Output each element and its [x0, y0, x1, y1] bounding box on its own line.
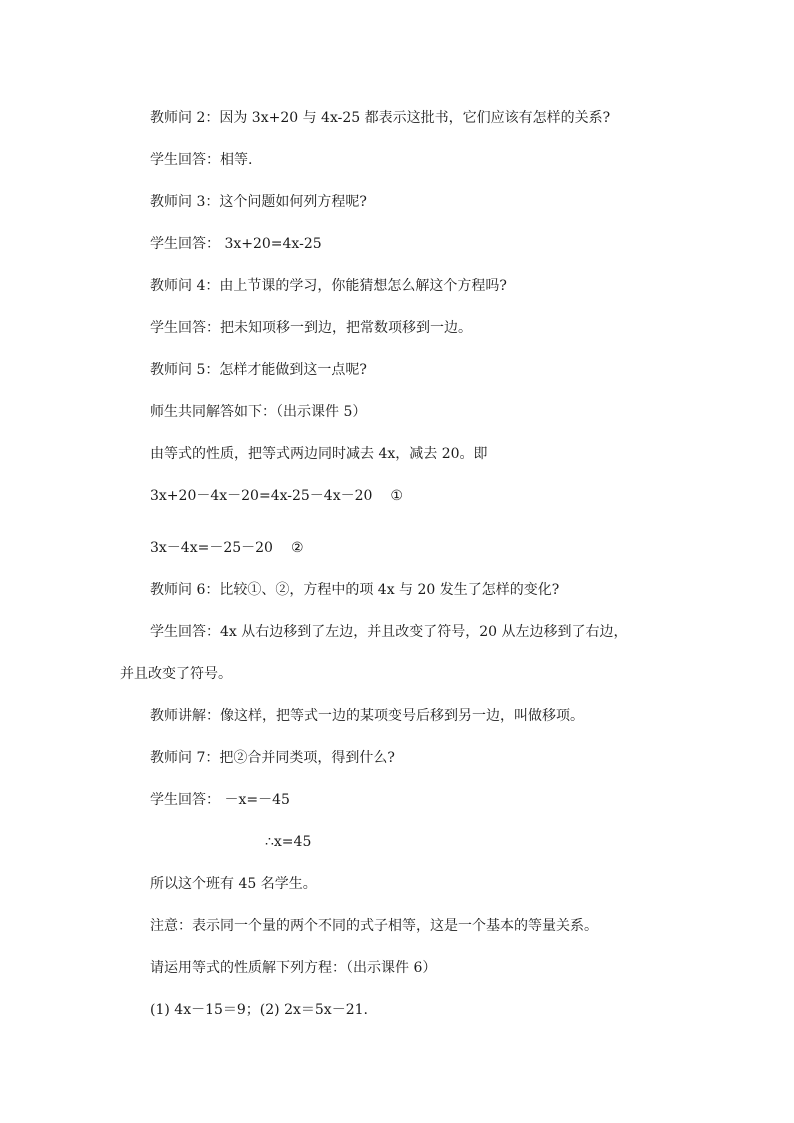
- equation-1: [150, 486, 403, 506]
- student-answer-1: 学生回答：相等.: [150, 152, 253, 168]
- student-answer-3: 学生回答：把未知项移一到边，把常数项移到一边。: [150, 320, 472, 336]
- exercise-prompt: 请运用等式的性质解下列方程：（出示课件 6）: [150, 960, 437, 976]
- teacher-question-2: 教师问 2：因为 3x+20 与 4x-25 都表示这批书，它们应该有怎样的关系?: [150, 110, 611, 126]
- equation-2-text: 3x－4x=－25－20: [150, 540, 273, 556]
- teacher-question-6: 教师问 6：比较①、②，方程中的项 4x 与 20 发生了怎样的变化?: [150, 582, 560, 598]
- joint-answer-heading: 师生共同解答如下：（出示课件 5）: [150, 404, 367, 420]
- equation-2-marker: ②: [290, 540, 304, 556]
- equation-1-text: 3x+20－4x－20=4x-25－4x－20: [150, 488, 373, 504]
- teacher-explanation: 教师讲解：像这样，把等式一边的某项变号后移到另一边，叫做移项。: [150, 708, 584, 724]
- equation-2: [150, 538, 304, 558]
- teacher-question-5: 教师问 5：怎样才能做到这一点呢?: [150, 362, 367, 378]
- conclusion-line: 所以这个班有 45 名学生。: [150, 876, 317, 892]
- solution-result: ∴x=45: [265, 834, 312, 850]
- teacher-question-3: 教师问 3：这个问题如何列方程呢?: [150, 194, 367, 210]
- student-answer-4: 学生回答：4x 从右边移到了左边，并且改变了符号，20 从左边移到了右边，: [150, 624, 628, 640]
- equation-1-marker: ①: [390, 488, 403, 504]
- teacher-question-4: 教师问 4：由上节课的学习，你能猜想怎么解这个方程吗?: [150, 278, 507, 294]
- student-answer-4-continued: 并且改变了符号。: [120, 666, 232, 682]
- exercise-equations: (1) 4x－15＝9；(2) 2x＝5x－21.: [150, 1002, 368, 1018]
- student-answer-5: 学生回答： －x=－45: [150, 792, 290, 808]
- explanation-line: 由等式的性质，把等式两边同时减去 4x，减去 20。即: [150, 446, 488, 462]
- student-answer-2: 学生回答： 3x+20=4x-25: [150, 236, 322, 252]
- teacher-question-7: 教师问 7：把②合并同类项，得到什么?: [150, 750, 395, 766]
- note-line: 注意：表示同一个量的两个不同的式子相等，这是一个基本的等量关系。: [150, 918, 598, 934]
